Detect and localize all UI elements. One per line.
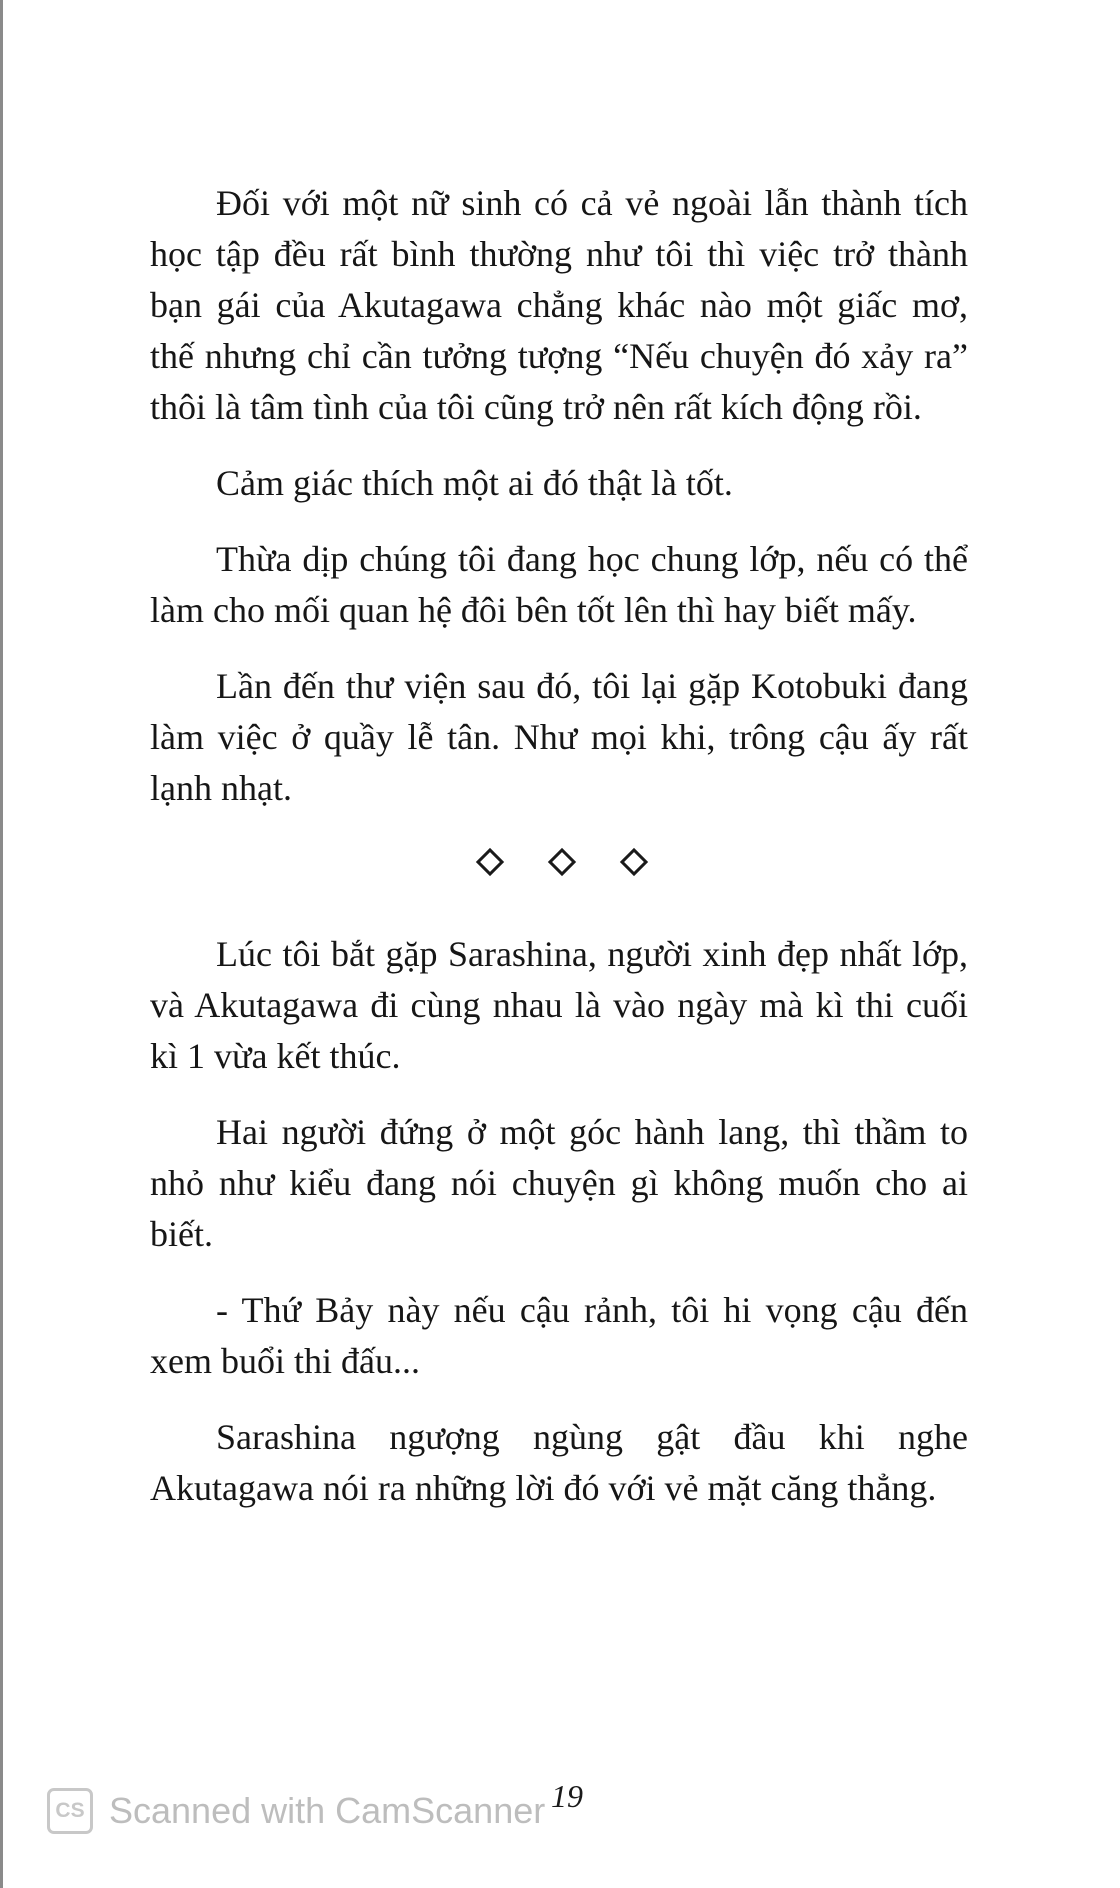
camscanner-watermark <box>47 1788 545 1834</box>
paragraph: Thừa dịp chúng tôi đang học chung lớp, nếu có thể làm cho mối quan hệ đôi bên tốt lên thì hay biết mấy. <box>150 539 968 630</box>
page-body <box>150 178 968 1514</box>
paragraph: Lúc tôi bắt gặp Sarashina, người xinh đẹp nhất lớp, và Akutagawa đi cùng nhau là vào ngày mà kì thi cuối kì 1 vừa kết thúc. <box>150 934 968 1076</box>
diamond-icon <box>475 848 503 876</box>
section-divider <box>150 842 968 882</box>
camscanner-logo-icon: CS <box>47 1788 93 1834</box>
paragraph: Cảm giác thích một ai đó thật là tốt. <box>216 463 733 503</box>
diamond-icon <box>619 848 647 876</box>
watermark-text: Scanned with CamScanner <box>109 1790 546 1831</box>
paragraph: - Thứ Bảy này nếu cậu rảnh, tôi hi vọng cậu đến xem buổi thi đấu... <box>150 1290 968 1381</box>
scan-edge <box>0 0 3 1888</box>
paragraph: Hai người đứng ở một góc hành lang, thì thầm to nhỏ như kiểu đang nói chuyện gì không muốn cho ai biết. <box>150 1112 968 1254</box>
diamond-icon <box>547 848 575 876</box>
paragraph: Đối với một nữ sinh có cả vẻ ngoài lẫn thành tích học tập đều rất bình thường như tôi thì việc trở thành bạn gái của Akutagawa chẳng khác nào một giấc mơ, thế nhưng chỉ cần tưởng tượng “Nếu chuyện đó xảy ra” thôi là tâm tình của tôi cũng trở nên rất kích động rồi. <box>150 183 968 427</box>
page-number: 19 <box>551 1778 583 1814</box>
paragraph: Sarashina ngượng ngùng gật đầu khi nghe Akutagawa nói ra những lời đó với vẻ mặt căng thẳng. <box>150 1417 968 1508</box>
paragraph: Lần đến thư viện sau đó, tôi lại gặp Kotobuki đang làm việc ở quầy lễ tân. Như mọi khi, trông cậu ấy rất lạnh nhạt. <box>150 666 968 808</box>
